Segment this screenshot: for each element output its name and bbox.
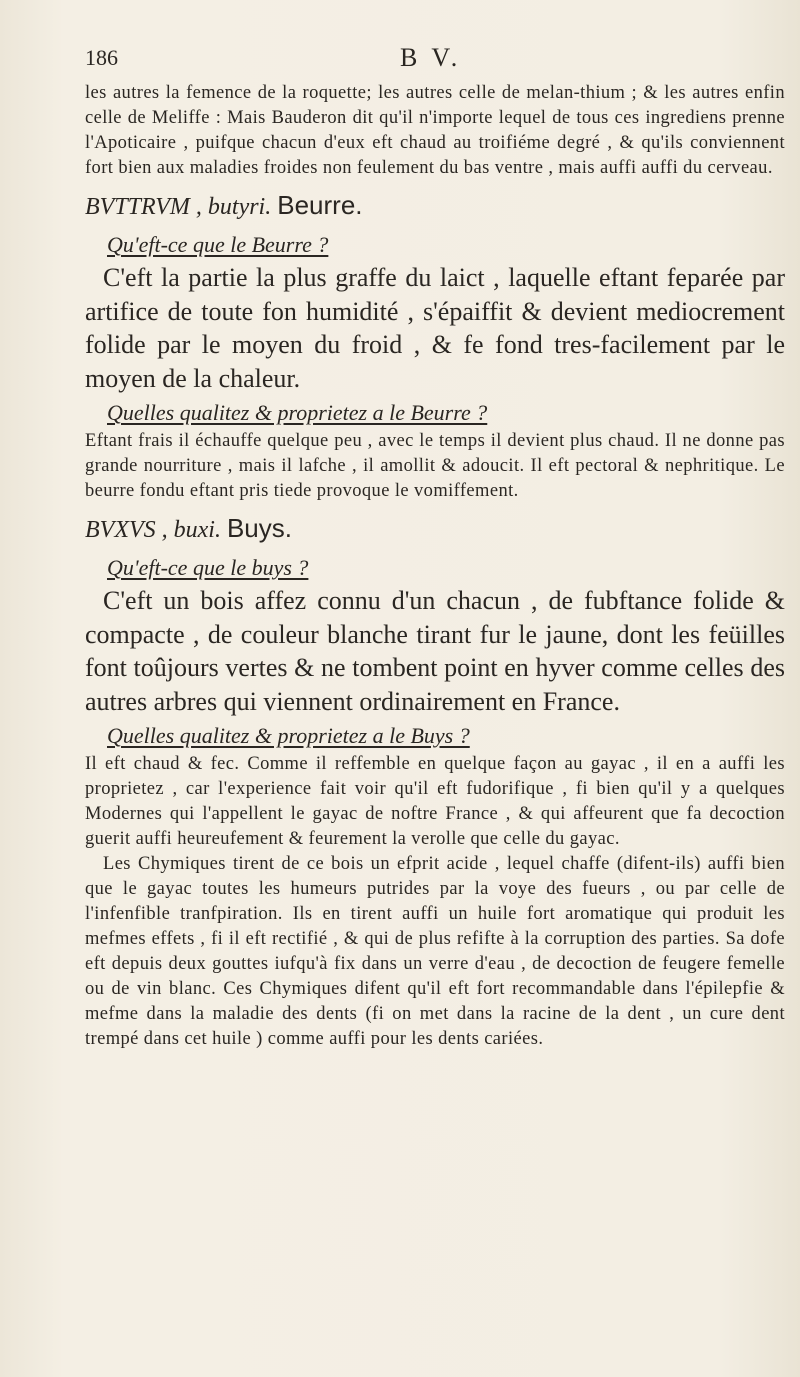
answer-paragraph: C'eft la partie la plus graffe du laict , laquelle eftant feparée par artifice de toute fon humidité , s'épaiffit & devient mediocrement folide par le moyen du froid , & fe fond tres-facilement par le moyen de la chaleur. bbox=[85, 263, 785, 393]
answer-paragraph: Eftant frais il échauffe quelque peu , avec le temps il devient plus chaud. Il ne donne pas grande nourriture , mais il lafche , il amollit & adoucit. Il eft pectoral & nephritique. Le beurre fondu eftant pris tiede provoque le vomiffement. bbox=[85, 431, 785, 501]
answer-paragraph: Les Chymiques tirent de ce bois un efprit acide , lequel chaffe (difent-ils) auffi bien que le gayac toutes les humeurs putrides par la voye des fueurs , ou par celle de l'infenfible tranfpiration. Ils en tirent auffi un huile fort aromatique qui produit les mefmes effets , fi il eft rectifié , & qui de plus refifte à la corruption des parties. Sa dofe eft depuis deux gouttes iufqu'à fix dans un verre d'eau , de decoction de feugere femelle ou de vin blanc. Ces Chymiques difent qu'il eft fort recommandable dans l'épilepfie & mefme dans la maladie des dents (fi on met dans la racine de la dent , un cure dent trempé dans cet huile ) comme auffi pour les dents cariées. bbox=[85, 854, 785, 1049]
answer-paragraph: Il eft chaud & fec. Comme il reffemble en quelque façon au gayac , il en a auffi les proprietez , car l'experience fait voir qu'il eft fudorifique , fi bien qu'il y a quelques Modernes qui l'appellent le gayac de noftre France , & qui affeurent que fa decoction guerit auffi heureufement & feurement la verolle que celle du gayac. bbox=[85, 754, 785, 849]
page-number: 186 bbox=[85, 45, 118, 70]
entry-latin: BVTTRVM , butyri. bbox=[85, 194, 272, 220]
running-title: B V. bbox=[400, 43, 462, 72]
entry-french: Beurre. bbox=[277, 190, 363, 220]
answer-paragraph: C'eft un bois affez connu d'un chacun , de fubftance folide & compacte , de couleur blanche tirant fur le jaune, dont les feüilles font toûjours vertes & ne tombent point en hyver comme celles des autres arbres qui viennent ordinairement en France. bbox=[85, 586, 785, 716]
question-heading: Quelles qualitez & proprietez a le Beurre ? bbox=[107, 400, 488, 425]
question-heading: Qu'eft-ce que le buys ? bbox=[107, 555, 309, 580]
running-head bbox=[85, 45, 785, 81]
question-heading: Qu'eft-ce que le Beurre ? bbox=[107, 232, 329, 257]
entry-heading-buxus bbox=[85, 510, 785, 548]
intro-paragraph: les autres la femence de la roquette; les autres celle de melan-thium ; & les autres enfin celle de Meliffe : Mais Bauderon dit qu'il n'importe lequel de tous ces ingrediens prenne l'Apoticaire , puifque chacun d'eux eft chaud au troifiéme degré , & qu'ils conviennent fort bien aux maladies froides non feulement du bas ventre , mais auffi auffi du cerveau. bbox=[85, 83, 785, 178]
page-content bbox=[85, 45, 785, 1052]
entry-latin: BVXVS , buxi. bbox=[85, 517, 221, 543]
question-heading: Quelles qualitez & proprietez a le Buys ? bbox=[107, 723, 470, 748]
entry-french: Buys. bbox=[226, 513, 292, 543]
entry-heading-butyrum bbox=[85, 187, 785, 225]
